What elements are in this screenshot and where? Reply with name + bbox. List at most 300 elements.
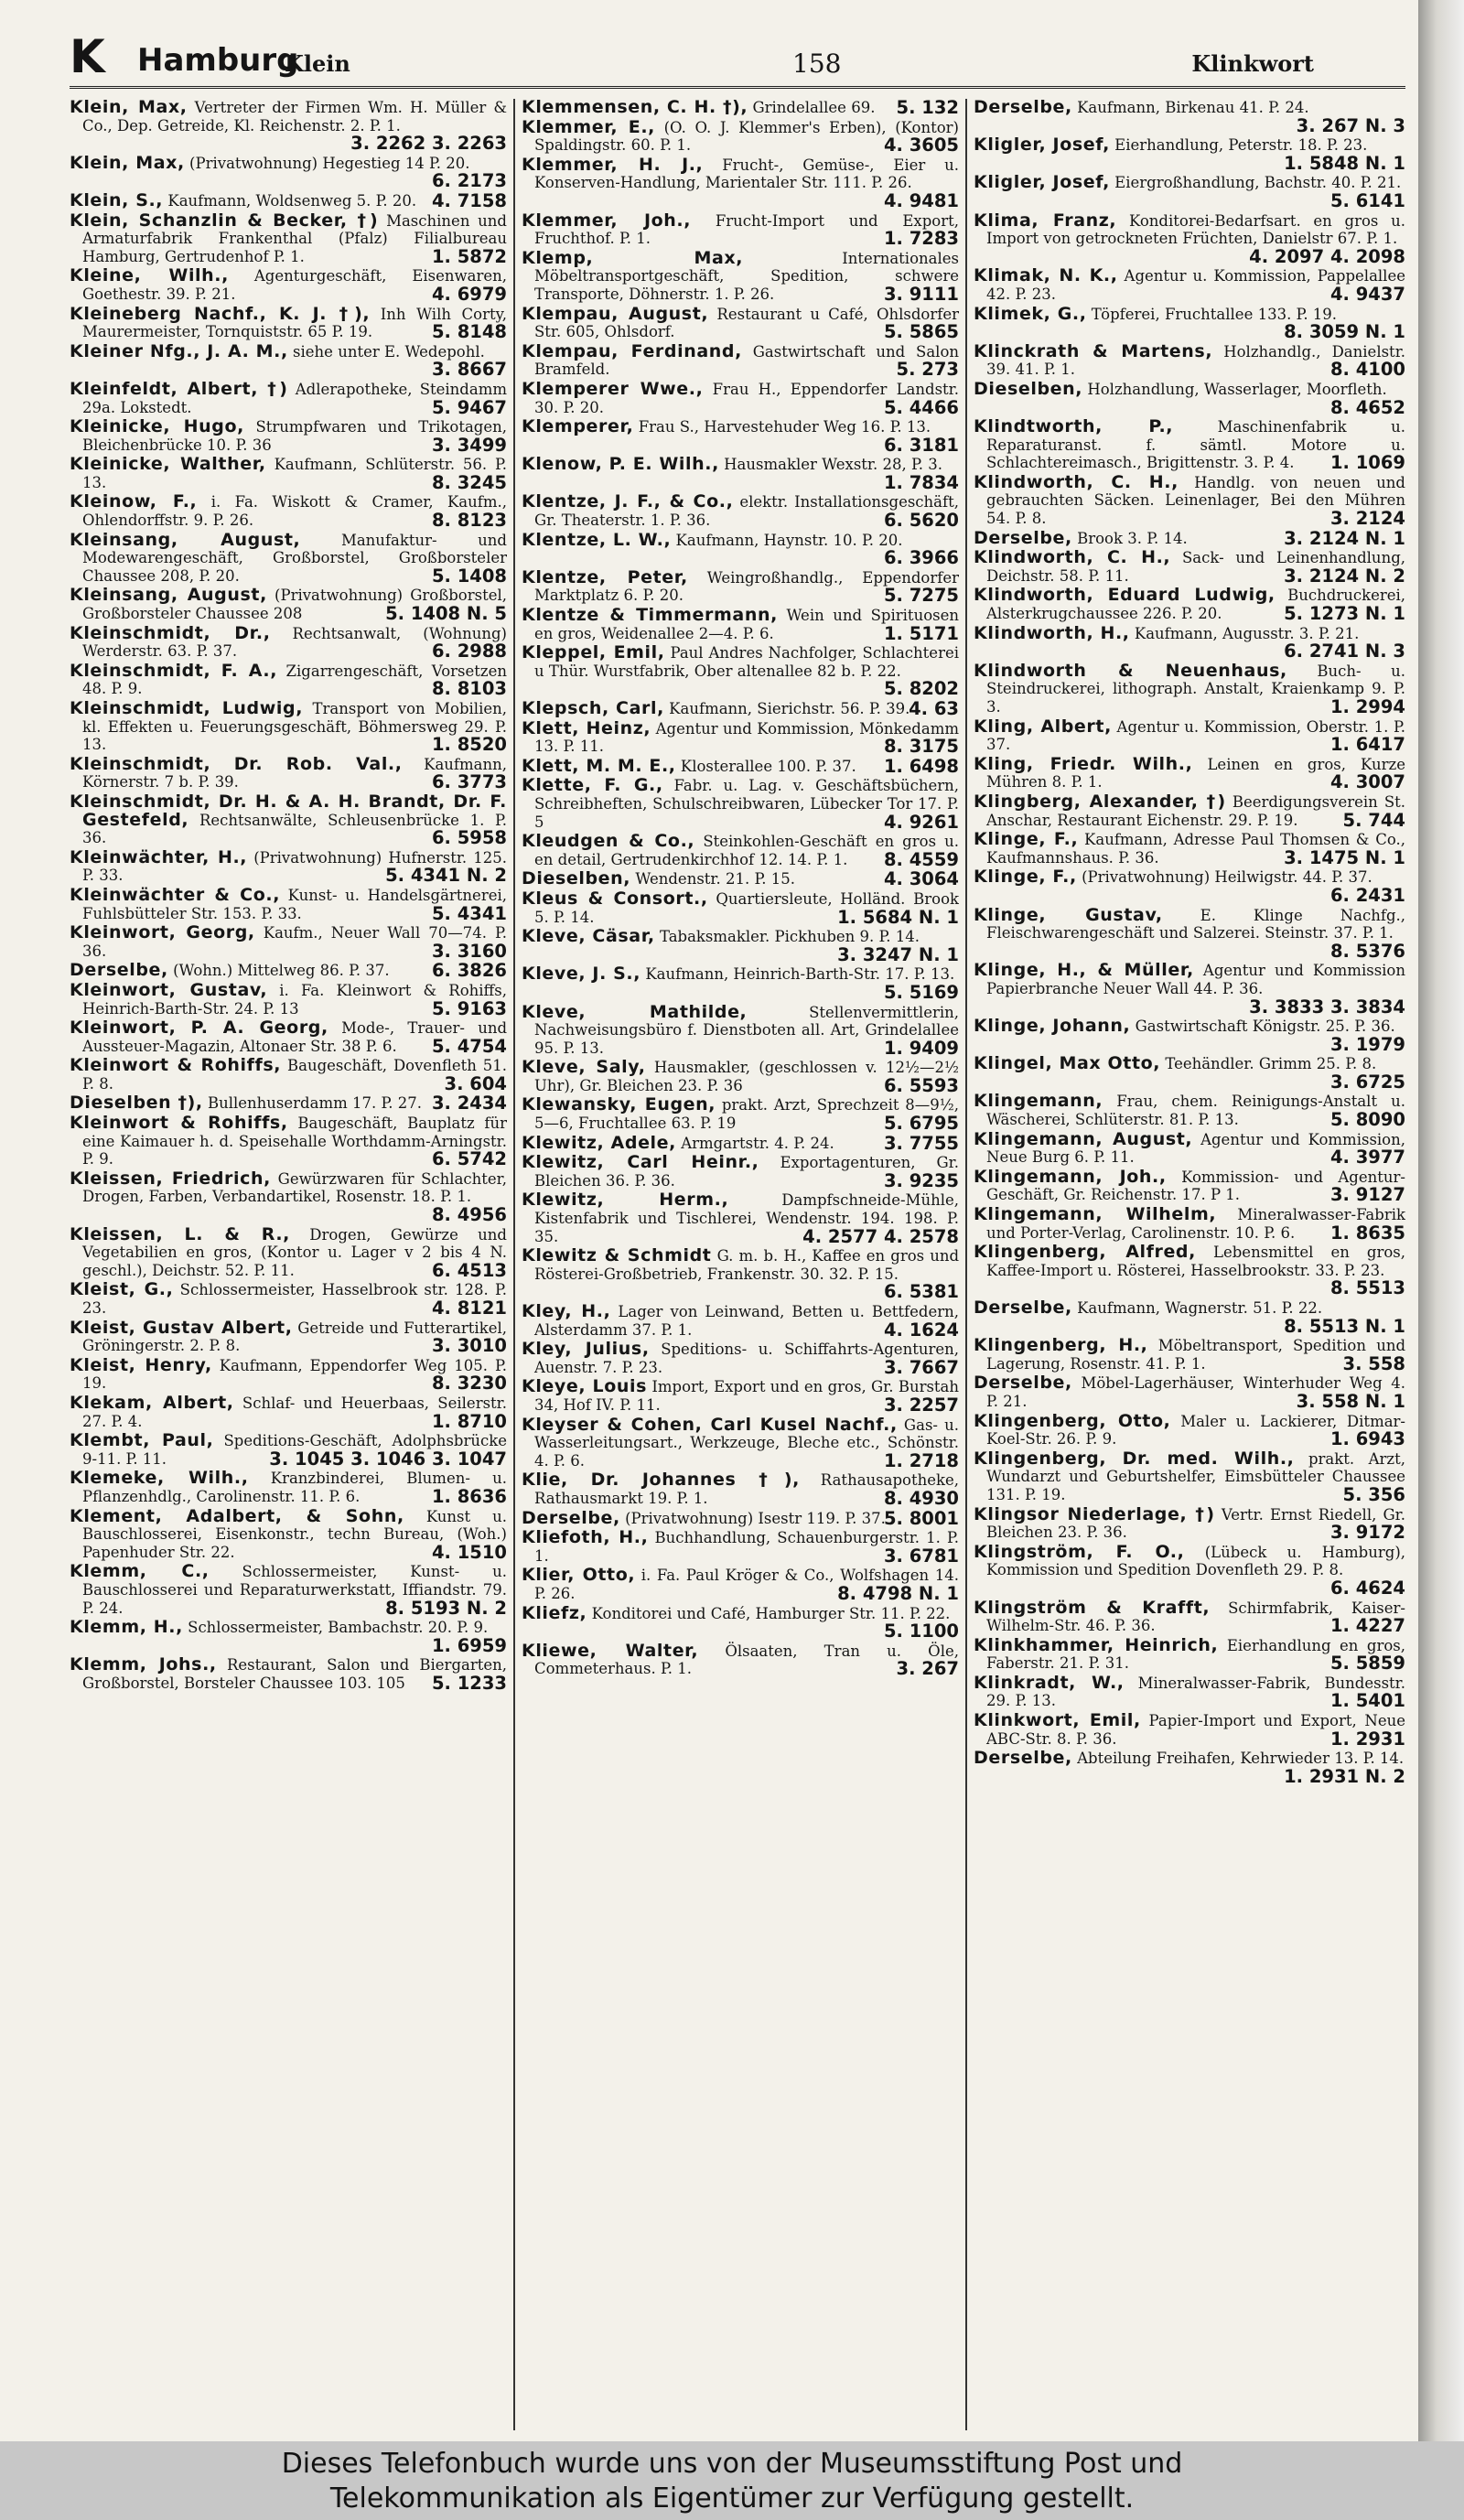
directory-entry <box>974 868 1405 904</box>
entry-name: Klentze, Peter, <box>522 566 688 587</box>
phone-number: 3. 558 N. 1 <box>1296 1390 1405 1412</box>
directory-entry <box>974 1055 1405 1091</box>
entry-details: Kaufm., Neuer Wall 70—74. P. 36. <box>82 924 507 960</box>
entry-name: Kleinicke, Walther, <box>70 454 266 475</box>
directory-entry <box>522 99 959 117</box>
directory-entry <box>522 965 959 1001</box>
directory-entry <box>974 212 1405 266</box>
entry-name: Derselbe, <box>974 1298 1072 1318</box>
entry-name: Klemperer Wwe., <box>522 378 704 399</box>
phone-number: 3. 267 <box>896 1658 959 1680</box>
phone-number: 8. 5513 <box>1329 1277 1405 1299</box>
phone-number: 1. 6943 <box>1329 1428 1405 1450</box>
entry-details: Internationales Möbeltransportgeschäft, Spedition, schwere Transporte, Döhnerstr. 1. P. 26. <box>534 249 959 303</box>
entry-details: (Privatwohnung) Heilwigstr. 44. P. 37. <box>1082 868 1372 887</box>
entry-details: Gastwirtschaft Königstr. 25. P. 36. <box>1135 1018 1395 1036</box>
entry-details: Möbel-Lagerhäuser, Winterhuder Weg 4. P. 21. <box>986 1374 1405 1410</box>
entry-name: Kling, Albert, <box>974 716 1112 737</box>
entry-name: Klimak, N. K., <box>974 265 1118 286</box>
phone-number: 3. 2124 N. 1 <box>1284 527 1405 549</box>
phone-number: 3. 558 <box>1342 1352 1405 1374</box>
column-divider <box>965 99 967 2430</box>
entry-details: Konditorei-Bedarfsart. en gros u. Import von getrockneten Früchten, Danielstr 67. P. 1. <box>986 211 1405 248</box>
phone-number: 3. 9235 <box>883 1169 959 1191</box>
entry-name: Klett, Heinz, <box>522 717 651 738</box>
directory-entry <box>974 1128 1405 1168</box>
phone-number: 3. 1045 3. 1046 3. 1047 <box>269 1448 507 1470</box>
phone-number: 8. 3245 <box>431 471 507 493</box>
entry-name: Derselbe, <box>974 1748 1072 1769</box>
phone-number: 3. 6781 <box>883 1545 959 1567</box>
page-header <box>70 31 1405 89</box>
directory-entry <box>974 962 1405 1016</box>
entry-name: Klewansky, Eugen, <box>522 1094 716 1115</box>
entry-name: Klein, Max, <box>70 152 185 173</box>
entry-name: Kliefz, <box>522 1602 587 1623</box>
directory-entry <box>70 1392 507 1432</box>
directory-entry <box>70 753 507 793</box>
phone-number: 6. 3966 <box>883 547 959 569</box>
entry-details: Restaurant, Salon und Biergarten, Großborstel, Borsteler Chaussee 103. 105 <box>82 1656 507 1692</box>
entry-details: Gas- u. Wasserleitungsart., Werkzeuge, Bleche etc., Schönstr. 4. P. 6. <box>534 1416 959 1470</box>
entry-details: Kaufmann, Schlüterstr. 56. P. 13. <box>82 456 507 491</box>
phone-number: 4. 8121 <box>431 1298 507 1319</box>
entry-details: Schirmfabrik, Kaiser-Wilhelm-Str. 46. P. 36. <box>986 1599 1405 1635</box>
entry-details: Maler u. Lackierer, Ditmar-Koel-Str. 26. P. 9. <box>986 1412 1405 1448</box>
directory-entry <box>522 156 959 210</box>
section-letter: K <box>70 30 105 83</box>
entry-name: Klingenberg, H., <box>974 1335 1148 1356</box>
directory-entry <box>522 833 959 868</box>
phone-number: 5. 1100 <box>883 1621 959 1642</box>
directory-entry <box>974 622 1405 662</box>
footer-line-2: Telekommunikation als Eigentümer zur Verfügung gestellt. <box>329 2482 1135 2515</box>
entry-name: Derselbe, <box>974 527 1072 548</box>
entry-name: Derselbe, <box>974 99 1072 117</box>
entry-details: Schlossermeister, Hasselbrook str. 128. P. 23. <box>82 1281 507 1317</box>
phone-number: 4. 2577 4. 2578 <box>802 1225 959 1247</box>
directory-entry <box>522 700 959 718</box>
entry-details: Kaufmann, Birkenau 41. P. 24. <box>1077 99 1309 116</box>
entry-name: Klingemann, Joh., <box>974 1166 1167 1187</box>
phone-number: 8. 8123 <box>431 510 507 532</box>
phone-number: 5. 8090 <box>1329 1109 1405 1131</box>
entry-details: Kaufmann, Körnerstr. 7 b. P. 39. <box>82 755 507 792</box>
directory-entry <box>522 1001 959 1059</box>
entry-details: Eierhandlung, Peterstr. 18. P. 23. <box>1114 136 1368 155</box>
entry-name: Klein, Schanzlin & Becker, †) <box>70 210 379 231</box>
directory-entry <box>70 1170 507 1224</box>
directory-entry <box>522 1303 959 1339</box>
entry-name: Klemmensen, C. H. †), <box>522 99 748 117</box>
directory-entry <box>974 1599 1405 1635</box>
entry-name: Kleinschmidt, Dr. H. & A. H. Brandt, Dr. F. Gestefeld, <box>70 791 507 830</box>
phone-number: 1. 5684 N. 1 <box>837 906 959 928</box>
directory-entry <box>522 1059 959 1094</box>
entry-name: Kley, H., <box>522 1301 611 1321</box>
directory-entry <box>522 1529 959 1565</box>
phone-number: 1. 6498 <box>883 755 959 777</box>
entry-details: Getreide und Futterartikel, Gröningerstr. 2. P. 8. <box>82 1319 507 1355</box>
entry-details: Stellenvermittlerin, Nachweisungsbüro f. Dienstboten all. Art, Grindelallee 95. P. 13. <box>534 1003 959 1057</box>
entry-name: Kleinfeldt, Albert, †) <box>70 378 288 399</box>
entry-name: Klingemann, August, <box>974 1128 1193 1149</box>
phone-number: 6. 4513 <box>431 1259 507 1281</box>
directory-entry <box>522 1507 959 1529</box>
entry-name: Kleinwächter & Co., <box>70 884 281 905</box>
entry-details: Baugeschäft, Dovenfleth 51. P. 8. <box>82 1057 507 1093</box>
entry-details: Kaufmann, Augusstr. 3. P. 21. <box>1134 624 1360 642</box>
phone-number: 5. 273 <box>896 359 959 381</box>
phone-number: 1. 5848 N. 1 <box>1284 152 1405 174</box>
directory-entry <box>70 846 507 887</box>
entry-details: Kunst- u. Handelsgärtnerei, Fuhlsbütteler Str. 153. P. 33. <box>82 886 507 922</box>
entry-details: Tabaksmakler. Pickhuben 9. P. 14. <box>659 928 920 946</box>
directory-entry <box>522 1602 959 1642</box>
entry-name: Klepsch, Carl, <box>522 698 664 718</box>
directory-entry <box>522 1341 959 1376</box>
entry-details: Armgartstr. 4. P. 24. <box>681 1134 834 1152</box>
entry-name: Klindworth, Eduard Ludwig, <box>974 585 1276 606</box>
phone-number: 1. 6959 <box>431 1634 507 1656</box>
phone-number: 4. 9261 <box>883 811 959 833</box>
column-2 <box>522 99 959 2430</box>
entry-name: Klima, Franz, <box>974 210 1117 231</box>
entry-details: Weingroßhandlg., Eppendorfer Marktplatz 6. P. 20. <box>534 568 959 605</box>
entry-name: Klenow, P. E. Wilh., <box>522 454 719 475</box>
directory-entry <box>974 1206 1405 1242</box>
phone-number: 6. 5958 <box>431 827 507 849</box>
phone-number: 3. 3010 <box>431 1335 507 1357</box>
column-divider <box>513 99 515 2430</box>
entry-name: Klingström, F. O., <box>974 1541 1185 1562</box>
entry-details: Hausmakler, (geschlossen v. 12½—2½ Uhr), Gr. Bleichen 23. P. 36 <box>534 1059 959 1094</box>
phone-number: 1. 2931 <box>1329 1728 1405 1750</box>
entry-name: Klie, Dr. Johannes †), <box>522 1470 800 1491</box>
entry-details: Mineralwasser-Fabrik und Porter-Verlag, Carolinenstr. 10. P. 6. <box>986 1206 1405 1242</box>
phone-number: 5. 9163 <box>431 997 507 1019</box>
entry-details: Leinen en gros, Kurze Mühren 8. P. 1. <box>986 755 1405 792</box>
phone-number: 3. 3247 N. 1 <box>837 943 959 965</box>
page-number: 158 <box>792 48 842 79</box>
directory-entry <box>974 753 1405 793</box>
entry-name: Dieselben †), <box>70 1093 203 1114</box>
directory-entry <box>70 1505 507 1563</box>
entry-details: Kommission- und Agentur-Geschäft, Gr. Reichenstr. 17. P 1. <box>986 1168 1405 1204</box>
phone-number: 5. 744 <box>1342 809 1405 831</box>
entry-name: Klinge, Gustav, <box>974 904 1163 925</box>
phone-number: 6. 3181 <box>883 434 959 456</box>
directory-entry <box>522 529 959 569</box>
phone-number: 6. 5381 <box>883 1281 959 1303</box>
entry-details: Hausmakler Wexstr. 28, P. 3. <box>724 456 942 474</box>
directory-entry <box>974 99 1405 135</box>
entry-details: Sack- und Leinenhandlung, Deichstr. 58. P. 11. <box>986 549 1405 585</box>
directory-entry <box>974 585 1405 625</box>
entry-details: Inh Wilh Corty, Maurermeister, Tornquiststr. 65 P. 19. <box>82 305 507 341</box>
entry-details: Maschinen und Armaturfabrik Frankenthal (Pfalz) Filialbureau Hamburg, Gertrudenhof P. 1. <box>82 211 507 265</box>
phone-number: 4. 2097 4. 2098 <box>1249 245 1405 267</box>
entry-details: Holzhandlung, Wasserlager, Moorfleth. <box>1087 380 1387 398</box>
entry-name: Kligler, Josef, <box>974 135 1110 156</box>
phone-number: 4. 1624 <box>883 1319 959 1341</box>
phone-number: 1. 5872 <box>431 245 507 267</box>
entry-details: Eierhandlung en gros, Faberstr. 21. P. 31. <box>986 1636 1405 1673</box>
phone-number: 5. 1233 <box>431 1672 507 1694</box>
directory-entry <box>70 529 507 587</box>
entry-name: Kleinwort, Georg, <box>70 922 255 943</box>
column-3 <box>974 99 1405 2430</box>
phone-number: 5. 4341 N. 2 <box>385 865 507 887</box>
entry-details: prakt. Arzt, Wundarzt und Geburtshelfer, Eimsbütteler Chaussee 131. P. 19. <box>986 1449 1405 1503</box>
entry-name: Klewitz, Adele, <box>522 1132 676 1153</box>
directory-entry <box>522 1154 959 1190</box>
entry-details: Frucht-, Gemüse-, Eier u. Konserven-Handlung, Marientaler Str. 111. P. 26. <box>534 156 959 192</box>
entry-details: Frucht-Import und Export, Fruchthof. P. 1. <box>534 211 959 248</box>
directory-entry <box>974 1634 1405 1675</box>
entry-details: Restaurant u Café, Ohlsdorfer Str. 605, Ohlsdorf. <box>534 305 959 341</box>
entry-name: Klingemann, Wilhelm, <box>974 1204 1217 1225</box>
phone-number: 3. 9172 <box>1329 1522 1405 1544</box>
entry-name: Derselbe, <box>522 1507 620 1528</box>
directory-entry <box>70 1354 507 1395</box>
entry-name: Kleinschmidt, Ludwig, <box>70 698 304 718</box>
entry-details: Fabr. u. Lag. v. Geschäftsbüchern, Schreibheften, Schulschreibwaren, Lübecker Tor 17. P. 5 <box>534 777 959 831</box>
phone-number: 3. 604 <box>444 1072 507 1094</box>
book-spine-edge <box>1418 0 1464 2441</box>
directory-entry <box>974 1450 1405 1504</box>
directory-entry <box>70 884 507 924</box>
phone-number: 8. 4956 <box>431 1204 507 1226</box>
entry-details: Kaufmann, Woldsenweg 5. P. 20. <box>167 191 417 210</box>
phone-number: 5. 5865 <box>883 321 959 343</box>
entry-details: Gastwirtschaft und Salon Bramfeld. <box>534 342 959 379</box>
entry-details: Buch- u. Steindruckerei, lithograph. Anstalt, Kraienkamp 9. P. 3. <box>986 662 1405 716</box>
directory-entry <box>70 1281 507 1317</box>
entry-details: Baugeschäft, Bauplatz für eine Kaimauer h. d. Speisehalle Worthdamm-Arningstr. P. 9. <box>82 1115 507 1168</box>
entry-details: Wein und Spirituosen en gros, Weidenallee 2—4. P. 6. <box>534 607 959 642</box>
entry-name: Kleist, Gustav Albert, <box>70 1317 293 1338</box>
phone-number: 8. 3230 <box>431 1373 507 1395</box>
phone-number: 5. 132 <box>896 99 959 118</box>
entry-name: Klekam, Albert, <box>70 1392 234 1413</box>
entry-name: Kleve, Mathilde, <box>522 1001 748 1022</box>
entry-name: Kleve, J. S., <box>522 964 641 985</box>
directory-entry <box>522 340 959 381</box>
directory-entry <box>974 303 1405 343</box>
entry-name: Derselbe, <box>974 1373 1072 1394</box>
entry-name: Kleiner Nfg., J. A. M., <box>70 340 288 361</box>
phone-number: 5. 1408 N. 5 <box>385 603 507 625</box>
directory-entry <box>70 1115 507 1168</box>
entry-details: Kaufmann, Wagnerstr. 51. P. 22. <box>1077 1299 1323 1317</box>
entry-name: Kleinow, F., <box>70 491 198 512</box>
entry-details: Kaufmann, Eppendorfer Weg 105. P. 19. <box>82 1356 507 1393</box>
directory-entry <box>70 662 507 698</box>
directory-entry <box>522 1247 959 1301</box>
entry-details: i. Fa. Paul Kröger & Co., Wolfshagen 14. P. 26. <box>534 1567 959 1602</box>
entry-name: Klingsor Niederlage, †) <box>974 1503 1215 1524</box>
entry-details: Frau H., Eppendorfer Landstr. 30. P. 20. <box>534 380 959 416</box>
directory-entry <box>974 527 1405 549</box>
phone-number: 4. 6979 <box>431 283 507 305</box>
entry-details: (Privatwohnung) Hufnerstr. 125. P. 33. <box>82 848 507 885</box>
directory-entry <box>522 456 959 491</box>
entry-name: Kleinwort & Rohiffs, <box>70 1113 288 1134</box>
phone-number: 1. 8710 <box>431 1410 507 1432</box>
entry-details: Rechtsanwalt, (Wohnung) Werderstr. 63. P. 37. <box>82 624 507 661</box>
entry-name: Klewitz, Carl Heinr., <box>522 1152 759 1173</box>
entry-details: Gewürzwaren für Schlachter, Drogen, Farben, Verbandartikel, Rosenstr. 18. P. 1. <box>82 1169 507 1206</box>
entry-details: Abteilung Freihafen, Kehrwieder 13. P. 14. <box>1077 1750 1405 1768</box>
phone-number: 8. 3175 <box>883 736 959 758</box>
directory-entry <box>974 1244 1405 1298</box>
entry-details: Kranzbinderei, Blumen- u. Pflanzenhdlg., Carolinenstr. 11. P. 6. <box>82 1470 507 1505</box>
entry-name: Kliefoth, H., <box>522 1527 649 1548</box>
entry-details: (O. O. J. Klemmer's Erben), (Kontor) Spaldingstr. 60. P. 1. <box>534 118 959 155</box>
entry-name: Kleinwächter, H., <box>70 846 248 867</box>
entry-details: Paul Andres Nachfolger, Schlachterei u Thür. Wurstfabrik, Ober altenallee 82 b. P. 22. <box>534 644 959 680</box>
phone-number: 3. 1979 <box>1329 1033 1405 1055</box>
city-title: Hamburg <box>137 42 299 79</box>
entry-details: Kaufmann, Haynstr. 10. P. 20. <box>675 531 903 549</box>
entry-name: Kleinsang, August, <box>70 585 267 606</box>
entry-details: Bullenhuserdamm 17. P. 27. <box>207 1094 422 1113</box>
phone-number: 5. 6141 <box>1329 189 1405 211</box>
entry-details: Teehändler. Grimm 25. P. 8. <box>1165 1055 1377 1073</box>
entry-name: Klingemann, <box>974 1091 1103 1112</box>
entry-name: Klindworth & Neuenhaus, <box>974 660 1287 681</box>
directory-entry <box>974 831 1405 867</box>
entry-name: Klempau, August, <box>522 303 709 324</box>
entry-name: Klemm, H., <box>70 1617 183 1638</box>
entry-details: Beerdigungsverein St. Anschar, Restaurant Eichenstr. 29. P. 19. <box>986 792 1405 829</box>
entry-details: Mineralwasser-Fabrik, Bundesstr. 29. P. 13. <box>986 1674 1405 1710</box>
entry-details: (Privatwohnung) Großborstel, Großborsteler Chaussee 208 <box>82 587 507 623</box>
directory-entry <box>522 418 959 454</box>
entry-details: Agentur u. Kommission, Oberstr. 1. P. 37. <box>986 717 1405 754</box>
directory-entry <box>70 1319 507 1355</box>
entry-name: Klewitz, Herm., <box>522 1190 729 1211</box>
entry-name: Klett, M. M. E., <box>522 755 676 776</box>
phone-number: 8. 5193 N. 2 <box>385 1597 507 1619</box>
phone-number: 5. 5169 <box>883 981 959 1003</box>
entry-name: Klentze, L. W., <box>522 529 672 550</box>
phone-number: 5. 4341 <box>431 902 507 924</box>
phone-number: 5. 8148 <box>431 321 507 343</box>
entry-name: Kleve, Saly, <box>522 1057 646 1078</box>
directory-entry <box>522 1642 959 1678</box>
phone-number: 3. 2262 3. 2263 <box>350 133 507 155</box>
phone-number: 5. 1273 N. 1 <box>1284 603 1405 625</box>
directory-entry <box>974 136 1405 172</box>
phone-number: 3. 1475 N. 1 <box>1284 846 1405 868</box>
directory-entry <box>522 212 959 248</box>
phone-number: 4. 7158 <box>431 189 507 211</box>
directory-entry <box>522 116 959 156</box>
entry-details: (Privatwohnung) Isestr 119. P. 37. <box>625 1509 886 1527</box>
directory-entry <box>974 904 1405 962</box>
entry-name: Kligler, Josef, <box>974 172 1110 193</box>
entry-name: Klemeke, Wilh., <box>70 1468 249 1489</box>
entry-details: Import, Export und en gros, Gr. Burstah 34, Hof IV. P. 11. <box>534 1378 959 1414</box>
directory-entry <box>522 1471 959 1507</box>
directory-entry <box>70 979 507 1019</box>
entry-details: Lager von Leinwand, Betten u. Bettfedern, Alsterdamm 37. P. 1. <box>534 1303 959 1339</box>
phone-number: 1. 5401 <box>1329 1690 1405 1712</box>
directory-entry <box>974 1299 1405 1335</box>
entry-name: Klinge, F., <box>974 829 1079 850</box>
directory-entry <box>522 566 959 607</box>
directory-entry <box>70 491 507 532</box>
directory-entry <box>522 1132 959 1154</box>
entry-details: Töpferei, Fruchtallee 133. P. 19. <box>1091 305 1338 323</box>
phone-number: 6. 3773 <box>431 771 507 793</box>
phone-number: 3. 6725 <box>1329 1071 1405 1093</box>
directory-entry <box>70 99 507 153</box>
entry-details: Möbeltransport, Spedition und Lagerung, Rosenstr. 41. P. 1. <box>986 1337 1405 1373</box>
directory-entry <box>70 303 507 343</box>
entry-name: Kleinschmidt, F. A., <box>70 660 278 681</box>
directory-entry <box>974 340 1405 381</box>
phone-number: 4. 3007 <box>1329 771 1405 793</box>
entry-details: elektr. Installationsgeschäft, Gr. Theaterstr. 1. P. 36. <box>534 493 959 530</box>
entry-name: Klinkhammer, Heinrich, <box>974 1634 1219 1655</box>
phone-number: 8. 4930 <box>883 1487 959 1509</box>
phone-number: 1. 2931 N. 2 <box>1284 1765 1405 1787</box>
entry-details: Schlossermeister, Bambachstr. 20. P. 9. <box>188 1619 489 1637</box>
phone-number: 6. 2431 <box>1329 884 1405 906</box>
entry-details: (Privatwohnung) Hegestieg 14 P. 20. <box>189 154 470 172</box>
entry-details: Frau, chem. Reinigungs-Anstalt u. Wäscherei, Schlüterstr. 81. P. 13. <box>986 1093 1405 1129</box>
directory-entry <box>70 1619 507 1654</box>
entry-details: Ölsaaten, Tran u. Öle, Commeterhaus. P. 1. <box>534 1642 959 1678</box>
entry-name: Kling, Friedr. Wilh., <box>974 753 1193 774</box>
directory-entry <box>70 1470 507 1505</box>
phone-number: 4. 9437 <box>1329 283 1405 305</box>
directory-entry <box>974 1712 1405 1748</box>
entry-name: Kleissen, Friedrich, <box>70 1168 271 1189</box>
phone-number: 5. 7275 <box>883 585 959 607</box>
phone-number: 8. 5376 <box>1329 940 1405 962</box>
entry-details: Quartiersleute, Holländ. Brook 5. P. 14. <box>534 889 959 926</box>
directory-entry <box>70 1432 507 1468</box>
entry-name: Klemmer, E., <box>522 116 655 137</box>
phone-number: 8. 3059 N. 1 <box>1284 321 1405 343</box>
phone-number: 5. 6795 <box>883 1113 959 1135</box>
entry-details: Adlerapotheke, Steindamm 29a. Lokstedt. <box>82 380 507 416</box>
directory-entry <box>522 247 959 305</box>
directory-entry <box>522 1378 959 1414</box>
directory-entry <box>522 1567 959 1602</box>
directory-entry <box>974 1091 1405 1131</box>
entry-name: Kleine, Wilh., <box>70 265 229 286</box>
entry-details: Kaufmann, Sierichstr. 56. P. 39. <box>669 700 910 717</box>
entry-details: i. Fa. Wiskott & Cramer, Kaufm., Ohlendorffstr. 9. P. 26. <box>82 493 507 530</box>
entry-details: Buchdruckerei, Alsterkrugchaussee 226. P. 20. <box>986 587 1405 623</box>
phone-number: 5. 356 <box>1342 1483 1405 1505</box>
entry-name: Klinkradt, W., <box>974 1672 1125 1693</box>
entry-details: Klosterallee 100. P. 37. <box>680 757 856 775</box>
entry-details: Kunst u. Bauschlosserei, Eisenkonstr., techn Bureau, (Woh.) Papenhuder Str. 22. <box>82 1507 507 1561</box>
entry-details: Schlossermeister, Kunst- u. Bauschlosserei und Reparaturwerkstatt, Iffiandstr. 79. P. 24. <box>82 1563 507 1617</box>
directory-entry <box>974 418 1405 472</box>
phone-number: 4. 3605 <box>883 135 959 156</box>
directory-entry <box>974 718 1405 754</box>
entry-name: Kleyser & Cohen, Carl Kusel Nachf., <box>522 1414 898 1435</box>
directory-entry <box>974 1672 1405 1712</box>
entry-name: Kleinwort, Gustav, <box>70 979 268 1000</box>
